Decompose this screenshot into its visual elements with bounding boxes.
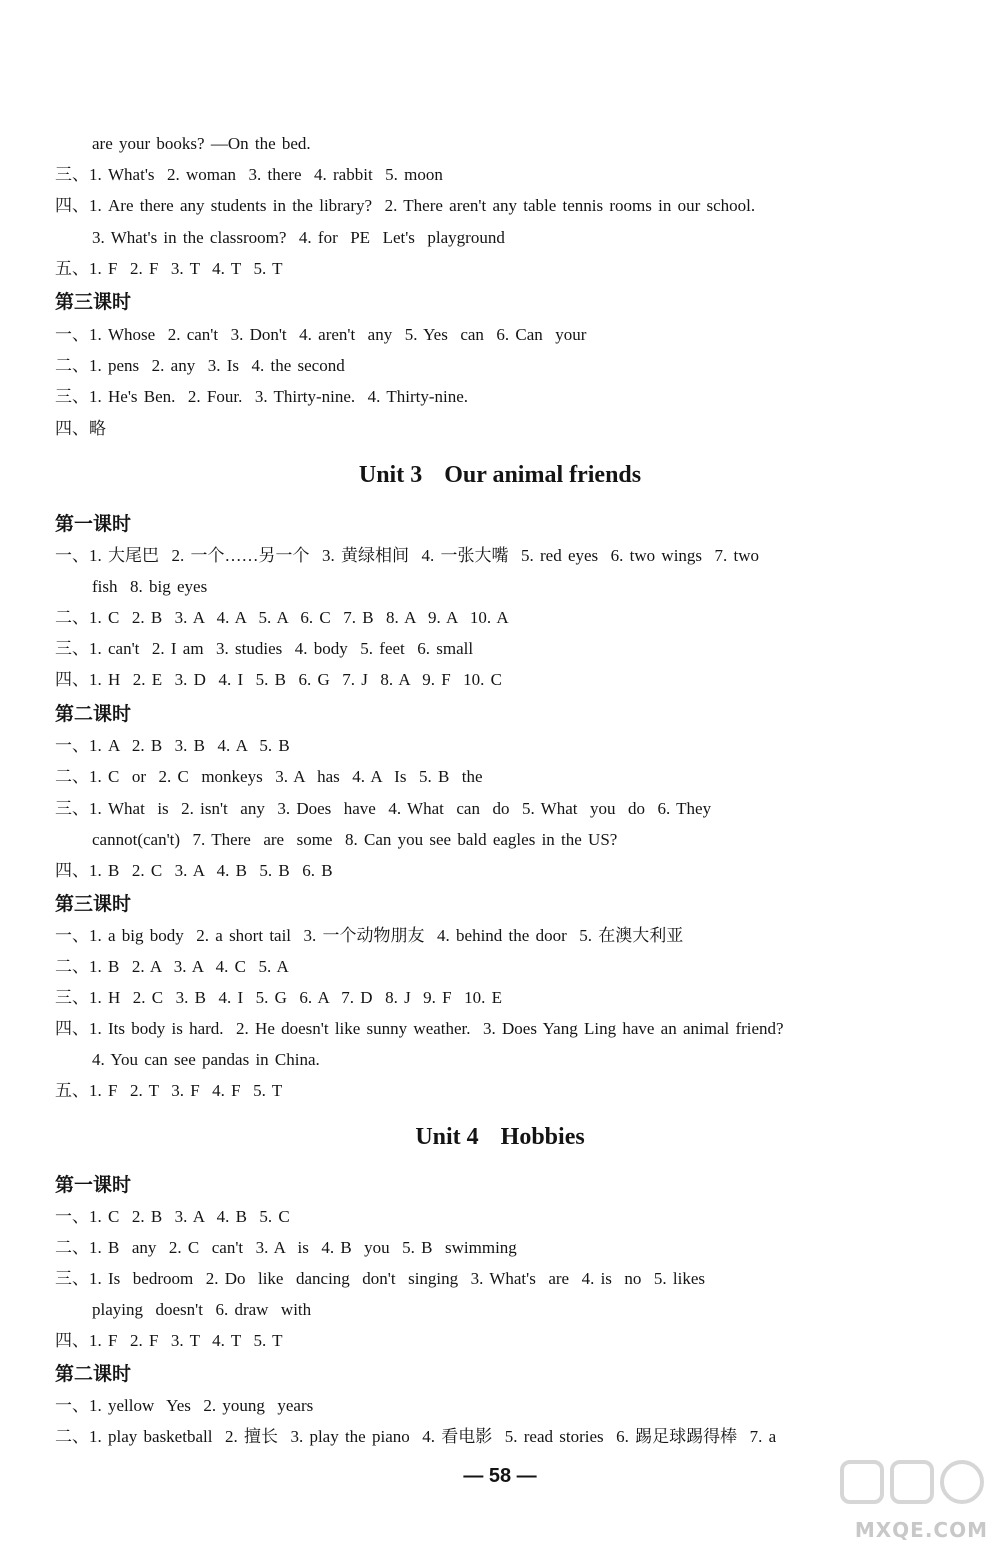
answer-line: 二、1. C or 2. C monkeys 3. A has 4. A Is 5. B the (55, 767, 483, 786)
answer-line: fish 8. big eyes (92, 577, 208, 596)
answer-line: 三、1. What is 2. isn't any 3. Does have 4. What can do 5. What you do 6. They (55, 799, 712, 818)
answer-line: 一、1. C 2. B 3. A 4. B 5. C (55, 1207, 290, 1226)
answer-line: 四、1. F 2. F 3. T 4. T 5. T (55, 1331, 283, 1350)
answer-line: 四、略 (55, 419, 106, 438)
answer-line: 三、1. Is bedroom 2. Do like dancing don't singing 3. What's are 4. is no 5. likes (55, 1269, 706, 1288)
answer-line: 二、1. play basketball 2. 擅长 3. play the piano 4. 看电影 5. read stories 6. 踢足球踢得棒 7. a (55, 1427, 777, 1446)
answer-line: 3. What's in the classroom? 4. for PE Let's playground (92, 228, 505, 247)
unit-heading (0, 460, 1000, 490)
answer-line: 二、1. B any 2. C can't 3. A is 4. B you 5. B swimming (55, 1238, 517, 1257)
answer-line: are your books? —On the bed. (92, 134, 311, 153)
watermark-text: MXQE.COM (854, 1518, 988, 1542)
lesson-heading: 第三课时 (55, 893, 132, 915)
lesson-heading: 第一课时 (55, 1174, 132, 1196)
unit-heading (0, 1122, 1000, 1152)
answer-line: 一、1. A 2. B 3. B 4. A 5. B (55, 736, 290, 755)
answer-line: 一、1. yellow Yes 2. young years (55, 1396, 314, 1415)
lesson-heading: 第一课时 (55, 513, 132, 535)
answer-line: 四、1. Its body is hard. 2. He doesn't like sunny weather. 3. Does Yang Ling have an animal friend? (55, 1019, 784, 1038)
answer-line: 三、1. He's Ben. 2. Four. 3. Thirty-nine. 4. Thirty-nine. (55, 387, 469, 406)
lesson-heading: 第二课时 (55, 1363, 132, 1385)
unit-label: Unit 3 (358, 462, 423, 488)
answer-line: playing doesn't 6. draw with (92, 1300, 312, 1319)
answer-line: 三、1. can't 2. I am 3. studies 4. body 5. feet 6. small (55, 639, 474, 658)
answer-line: 五、1. F 2. T 3. F 4. F 5. T (55, 1081, 283, 1100)
lesson-heading: 第三课时 (55, 291, 132, 313)
answer-line: 五、1. F 2. F 3. T 4. T 5. T (55, 259, 283, 278)
answer-line: 四、1. H 2. E 3. D 4. I 5. B 6. G 7. J 8. A 9. F 10. C (55, 670, 503, 689)
unit-label: Unit 4 (415, 1124, 479, 1150)
answer-line: 一、1. 大尾巴 2. 一个……另一个 3. 黄绿相间 4. 一张大嘴 5. red eyes 6. two wings 7. two (55, 546, 760, 565)
answer-line: 4. You can see pandas in China. (92, 1050, 320, 1069)
answer-line: 二、1. C 2. B 3. A 4. A 5. A 6. C 7. B 8. A 9. A 10. A (55, 608, 509, 627)
answer-line: 一、1. a big body 2. a short tail 3. 一个动物朋友 4. behind the door 5. 在澳大利亚 (55, 926, 684, 945)
lesson-heading: 第二课时 (55, 703, 132, 725)
page-number: — 58 — (463, 1465, 537, 1487)
unit-title: Hobbies (500, 1124, 585, 1150)
answer-line: 一、1. Whose 2. can't 3. Don't 4. aren't any 5. Yes can 6. Can your (55, 325, 587, 344)
answer-line: 三、1. H 2. C 3. B 4. I 5. G 6. A 7. D 8. J 9. F 10. E (55, 988, 503, 1007)
watermark-logo (822, 1456, 992, 1546)
answer-line: 三、1. What's 2. woman 3. there 4. rabbit 5. moon (55, 165, 443, 184)
answer-line: 二、1. pens 2. any 3. Is 4. the second (55, 356, 345, 375)
answer-line: 二、1. B 2. A 3. A 4. C 5. A (55, 957, 289, 976)
answer-line: 四、1. Are there any students in the library? 2. There aren't any table tennis rooms in our school. (55, 196, 756, 215)
answer-line: 四、1. B 2. C 3. A 4. B 5. B 6. B (55, 861, 333, 880)
answer-line: cannot(can't) 7. There are some 8. Can you see bald eagles in the US? (92, 830, 618, 849)
unit-title: Our animal friends (444, 462, 642, 488)
